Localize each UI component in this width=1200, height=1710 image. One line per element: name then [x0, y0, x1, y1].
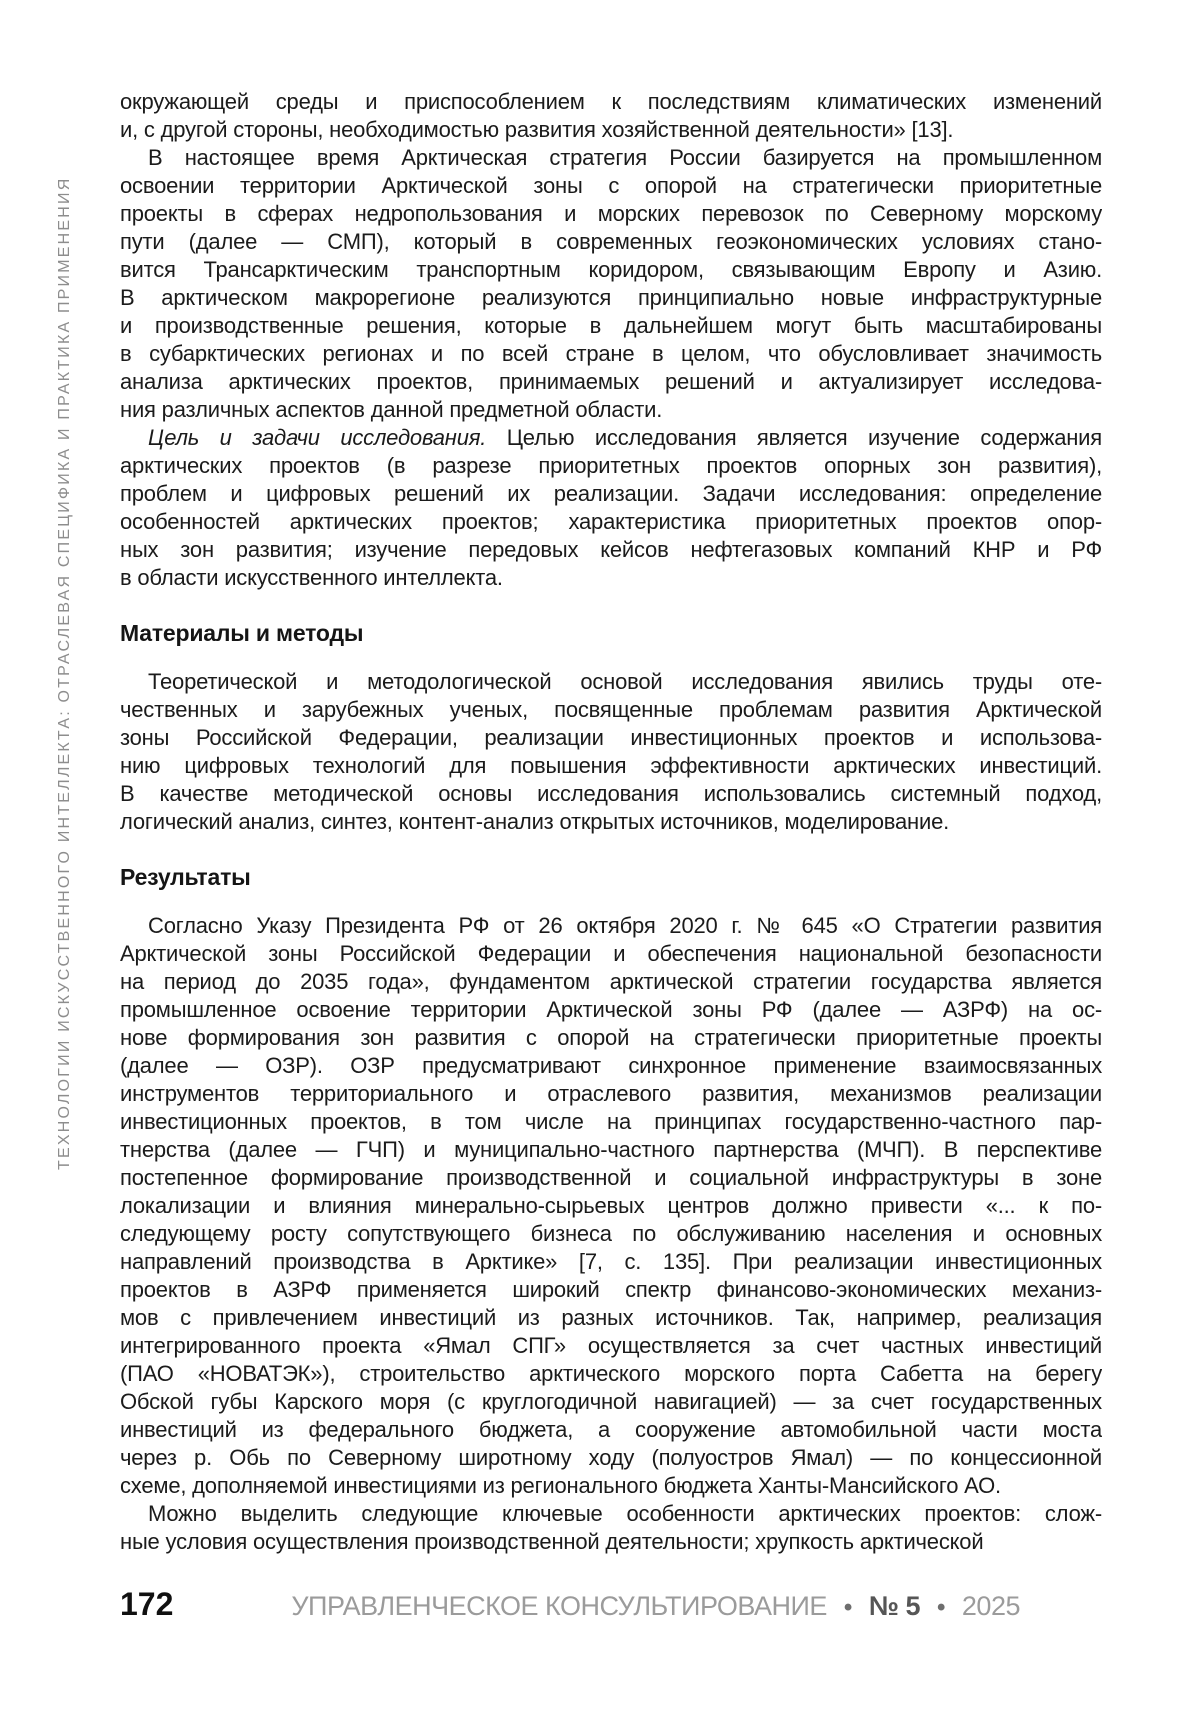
text-line: нию цифровых технологий для повышения эффективности арктических инвестиций.: [120, 753, 1102, 778]
text-line: и, с другой стороны, необходимостью развития хозяйственной деятельности» [13].: [120, 117, 954, 142]
text-line: Согласно Указу Президента РФ от 26 октября 2020 г. № 645 «О Стратегии развития: [148, 913, 1102, 938]
text-line: чественных и зарубежных ученых, посвященные проблемам развития Арктической: [120, 697, 1102, 722]
text-line: Арктической зоны Российской Федерации и обеспечения национальной безопасности: [120, 941, 1102, 966]
text-line: нове формирования зон развития с опорой на стратегически приоритетные проекты: [120, 1025, 1102, 1050]
text-line: (ПАО «НОВАТЭК»), строительство арктического морского порта Сабетта на берегу: [120, 1361, 1102, 1386]
paragraph: [120, 1500, 1102, 1556]
article-body: [120, 88, 1102, 1556]
text-line: проекты в сферах недропользования и морских перевозок по Северному морскому: [120, 201, 1102, 226]
text-line: через р. Обь по Северному широтному ходу (полуостров Ямал) — по концессионной: [120, 1445, 1102, 1470]
page-number: 172: [120, 1586, 174, 1622]
journal-title: УПРАВЛЕНЧЕСКОЕ КОНСУЛЬТИРОВАНИЕ: [291, 1591, 827, 1621]
paragraph: [120, 144, 1102, 424]
text-line: ных зон развития; изучение передовых кейсов нефтегазовых компаний КНР и РФ: [120, 537, 1102, 562]
sidebar-vertical-caption: ТЕХНОЛОГИИ ИСКУССТВЕННОГО ИНТЕЛЛЕКТА: ОТРАСЛЕВАЯ СПЕЦИФИКА И ПРАКТИКА ПРИМЕНЕНИЯ: [56, 176, 73, 1170]
footer-separator-dot: •: [936, 1594, 945, 1621]
text-line: Обской губы Карского моря (с круглогодичной навигацией) — за счет государственных: [120, 1389, 1102, 1414]
text-line: проблем и цифровых решений их реализации. Задачи исследования: определение: [120, 481, 1102, 506]
paragraph: [120, 88, 1102, 144]
section-heading: Результаты: [120, 864, 251, 890]
text-line: освоении территории Арктической зоны с опорой на стратегически приоритетные: [120, 173, 1102, 198]
text-line: следующему росту сопутствующего бизнеса по обслуживанию населения и основных: [120, 1221, 1102, 1246]
text-line: интегрированного проекта «Ямал СПГ» осуществляется за счет частных инвестиций: [120, 1333, 1102, 1358]
text-line: схеме, дополняемой инвестициями из регионального бюджета Ханты-Мансийского АО.: [120, 1473, 1001, 1498]
paragraph: [120, 912, 1102, 1500]
text-line: В настоящее время Арктическая стратегия России базируется на промышленном: [148, 145, 1102, 170]
text-line: (далее — ОЗР). ОЗР предусматривают синхронное применение взаимосвязанных: [120, 1053, 1102, 1078]
section-heading: Материалы и методы: [120, 620, 364, 646]
text-line: Цель и задачи исследования. Целью исследования является изучение содержания: [148, 425, 1102, 450]
text-line: направлений производства в Арктике» [7, с. 135]. При реализации инвестиционных: [120, 1249, 1102, 1274]
paragraph: [120, 424, 1102, 592]
text-line: В качестве методической основы исследования использовались системный подход,: [120, 781, 1102, 806]
journal-line: [291, 1591, 1020, 1622]
text-line: пути (далее — СМП), который в современных геоэкономических условиях стано-: [120, 229, 1102, 254]
text-line: инструментов территориального и отраслевого развития, механизмов реализации: [120, 1081, 1102, 1106]
journal-issue: № 5: [868, 1591, 920, 1621]
text-line: проектов в АЗРФ применяется широкий спектр финансово-экономических механиз-: [120, 1277, 1102, 1302]
text-line: логический анализ, синтез, контент-анализ открытых источников, моделирование.: [120, 809, 950, 834]
text-line: Можно выделить следующие ключевые особенности арктических проектов: слож-: [148, 1501, 1102, 1526]
text-line: в субарктических регионах и по всей стране в целом, что обусловливает значимость: [120, 341, 1102, 366]
journal-year: 2025: [961, 1591, 1020, 1621]
text-line: инвестиционных проектов, в том числе на принципах государственно-частного пар-: [120, 1109, 1102, 1134]
text-line: вится Трансарктическим транспортным коридором, связывающим Европу и Азию.: [120, 257, 1102, 282]
text-line: инвестиций из федерального бюджета, а сооружение автомобильной части моста: [120, 1417, 1102, 1442]
page-footer: [120, 1586, 1082, 1623]
text-line: особенностей арктических проектов; характеристика приоритетных проектов опор-: [120, 509, 1102, 534]
text-line: зоны Российской Федерации, реализации инвестиционных проектов и использова-: [120, 725, 1102, 750]
text-line: промышленное освоение территории Арктической зоны РФ (далее — АЗРФ) на ос-: [120, 997, 1102, 1022]
text-line: мов с привлечением инвестиций из разных источников. Так, например, реализация: [120, 1305, 1102, 1330]
text-line: в области искусственного интеллекта.: [120, 565, 503, 590]
text-line: тнерства (далее — ГЧП) и муниципально-частного партнерства (МЧП). В перспективе: [120, 1137, 1102, 1162]
text-line: арктических проектов (в разрезе приоритетных проектов опорных зон развития),: [120, 453, 1102, 478]
text-line: ния различных аспектов данной предметной области.: [120, 397, 663, 422]
text-line: В арктическом макрорегионе реализуются принципиально новые инфраструктурные: [120, 285, 1102, 310]
footer-separator-dot: •: [843, 1594, 852, 1621]
text-line: постепенное формирование производственной и социальной инфраструктуры в зоне: [120, 1165, 1102, 1190]
text-line: локализации и влияния минерально-сырьевых центров должно привести «... к по-: [120, 1193, 1102, 1218]
text-line: на период до 2035 года», фундаментом арктической стратегии государства является: [120, 969, 1102, 994]
text-line: анализа арктических проектов, принимаемых решений и актуализирует исследова-: [120, 369, 1102, 394]
paragraph: [120, 668, 1102, 836]
text-line: окружающей среды и приспособлением к последствиям климатических изменений: [120, 89, 1102, 114]
text-line: ные условия осуществления производственной деятельности; хрупкость арктической: [120, 1529, 984, 1554]
text-line: и производственные решения, которые в дальнейшем могут быть масштабированы: [120, 313, 1102, 338]
text-line: Теоретической и методологической основой исследования явились труды оте-: [148, 669, 1102, 694]
italic-lead: Цель и задачи исследования.: [148, 425, 487, 450]
